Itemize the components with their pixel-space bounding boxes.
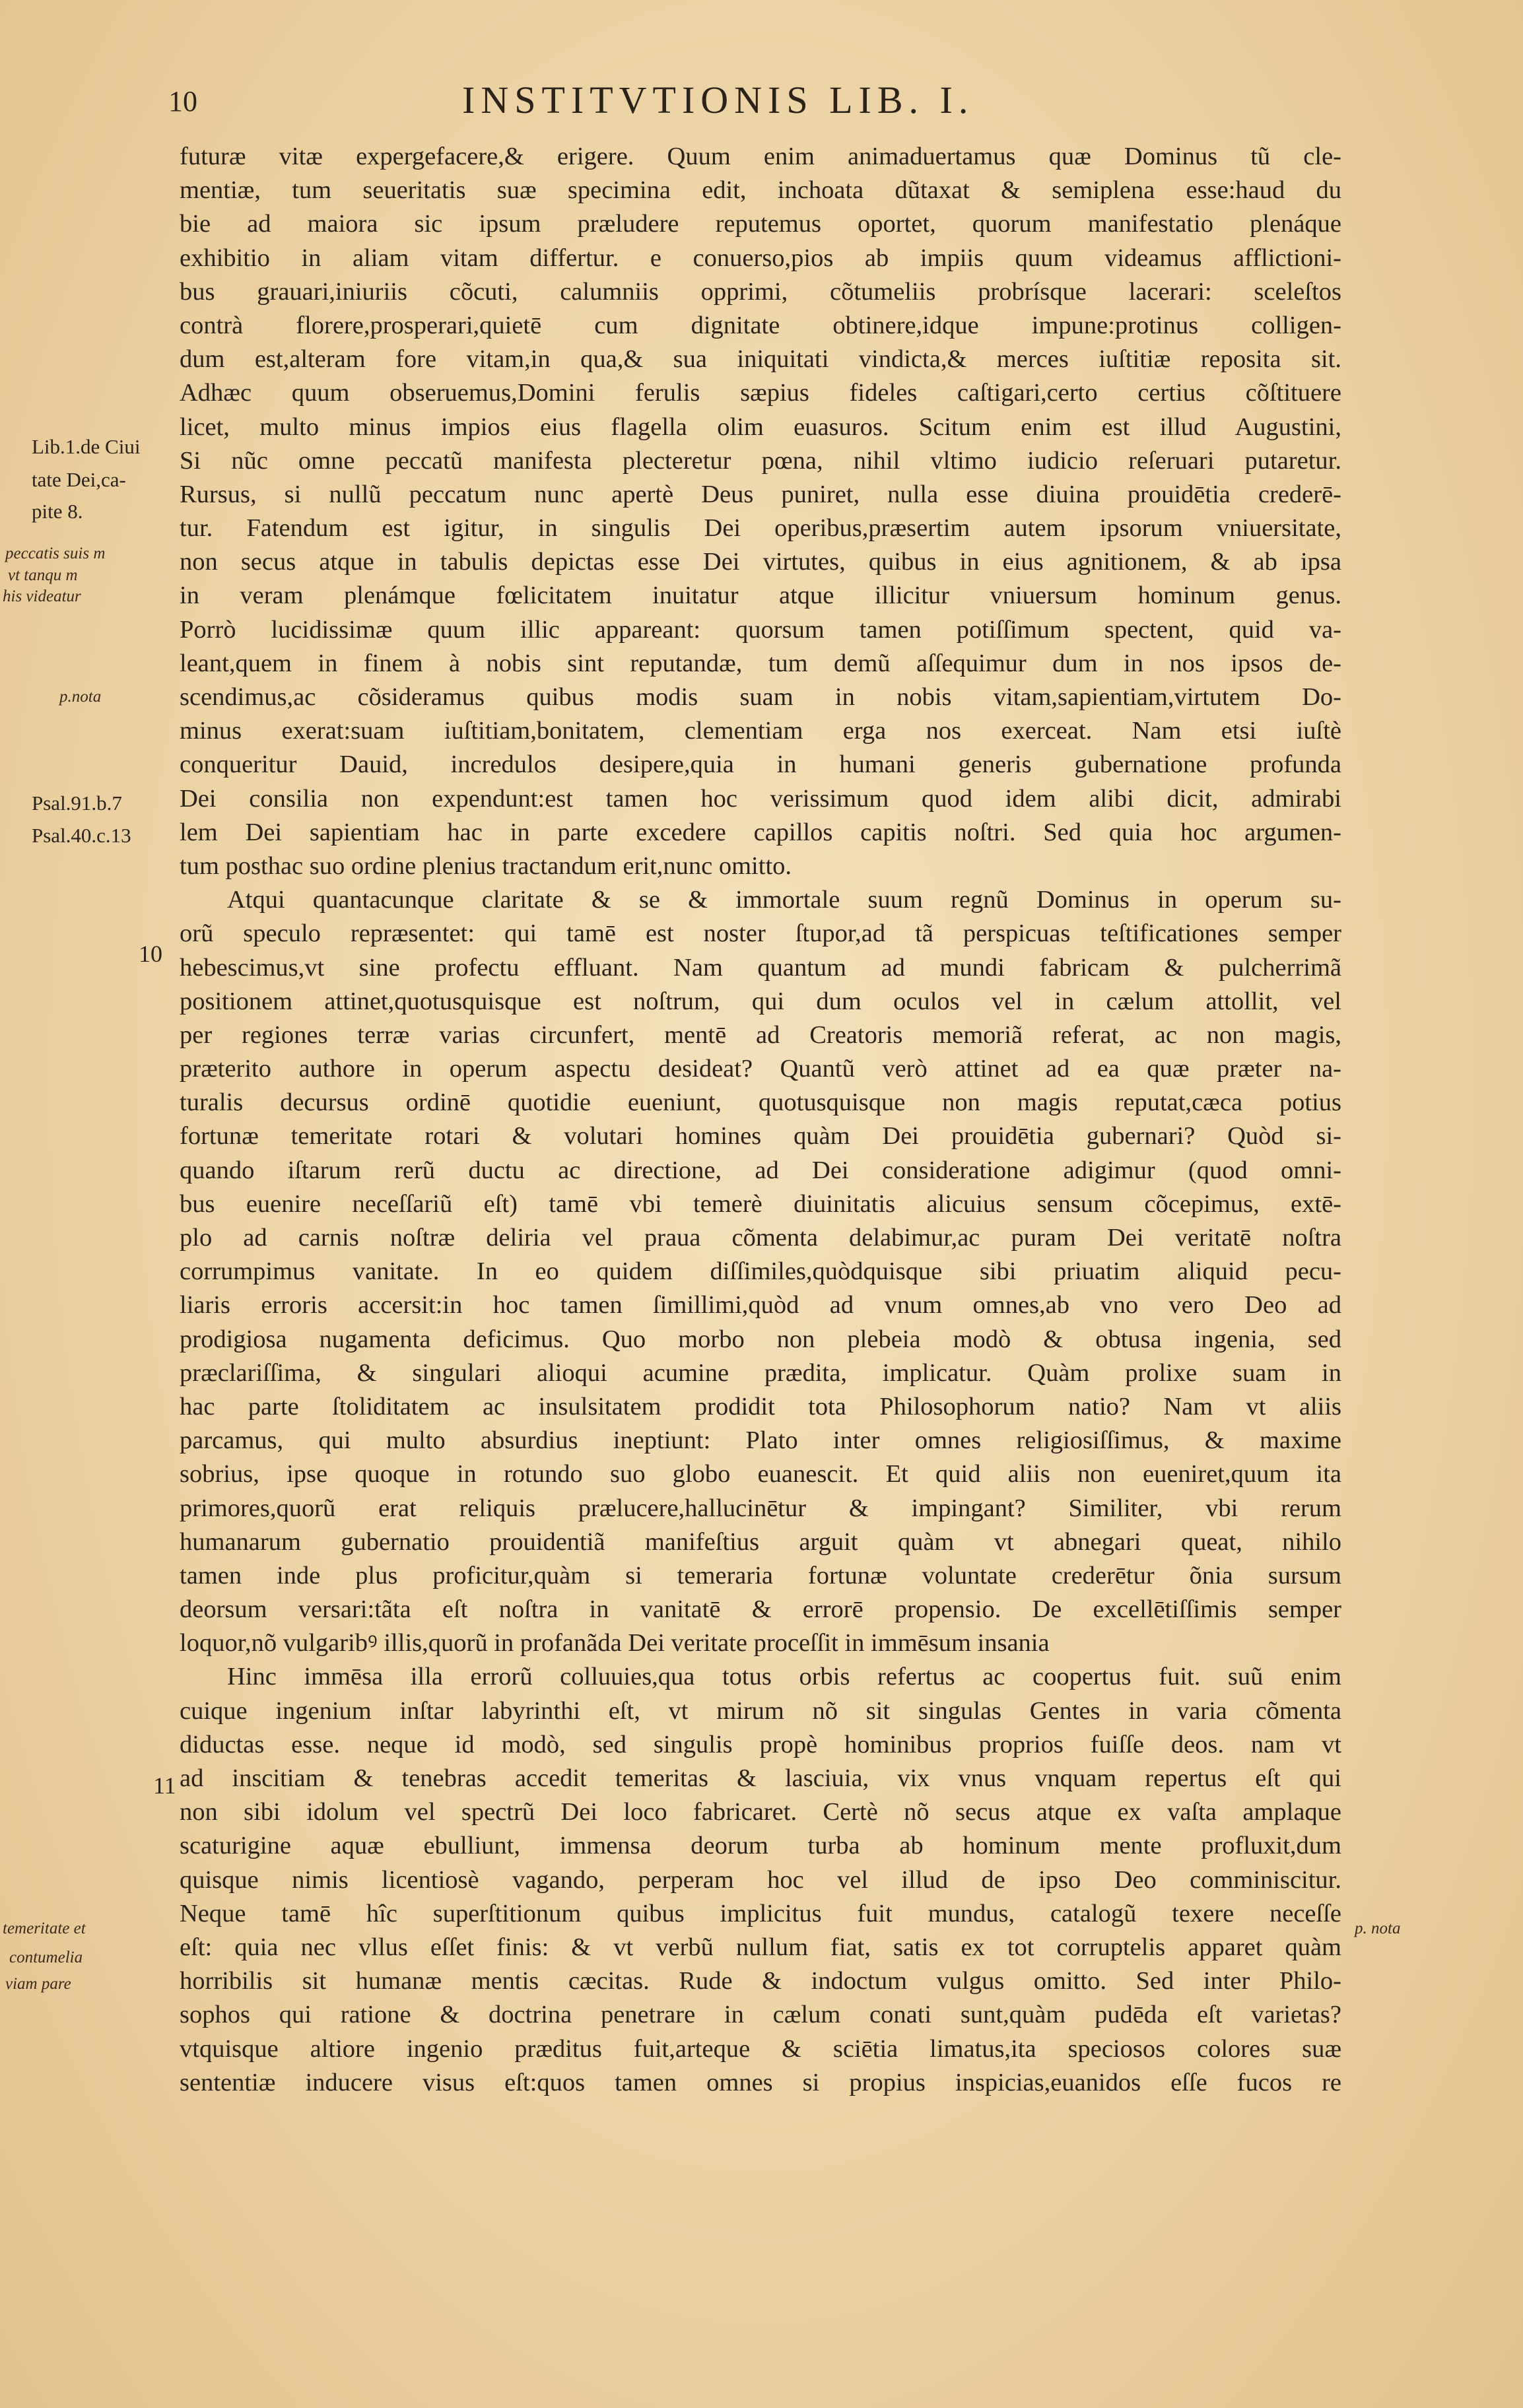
margin-citation-civitate-1: Lib.1.de Ciui [32,435,141,458]
text-line: Dei consilia non expendunt:est tamen hoc verissimum quod idem alibi dicit, admirabi [180,784,1341,813]
text-line: hac parte ſtoliditatem ac insulsitatem prodidit tota Philosophorum natio? Nam vt aliis [180,1392,1341,1421]
text-line: cuique ingenium inſtar labyrinthi eſt, vt mirum nõ sit singulas Gentes in varia cõmenta [180,1696,1341,1725]
handwritten-note: p.nota [59,688,102,706]
section-number: 11 [153,1772,176,1799]
text-line: dum est,alteram fore vitam,in qua,& sua iniquitati vindicta,& merces iuſtitiæ reposita sit. [180,345,1341,374]
text-line: bie ad maiora sic ipsum præludere reputemus oportet, quorum manifestatio plenáque [180,210,1341,238]
text-line: leant,quem in finem à nobis sint reputandæ, tum demũ aſſequimur dum in nos ipsos de- [180,649,1341,677]
main-text-block [180,140,1341,2100]
text-line: humanarum gubernatio prouidentiã manifeſtius arguit quàm vt abnegari queat, nihilo [180,1527,1341,1556]
text-line: parcamus, qui multo absurdius ineptiunt: Plato inter omnes religiosiſſimus, & maxime [180,1426,1341,1455]
handwritten-note: temeritate et [3,1920,86,1937]
text-line: tamen inde plus proficitur,quàm si temeraria fortunæ voluntate crederētur õnia sursum [180,1561,1341,1589]
text-line: Rursus, si nullũ peccatum nunc apertè Deus puniret, nulla esse diuina prouidētia crederē- [180,480,1341,508]
text-line: Hinc immēsa illa errorũ colluuies,qua totus orbis refertus ac coopertus fuit. suũ enim [227,1663,1341,1691]
text-line: lem Dei sapientiam hac in parte excedere capillos capitis noſtri. Sed quia hoc argumen- [180,818,1341,846]
text-line: ad inscitiam & tenebras accedit temeritas & lasciuia, vix vnus vnquam repertus eſt qui [180,1764,1341,1792]
handwritten-note: his videatur [3,587,81,605]
handwritten-note: peccatis suis m [5,545,106,562]
text-line: contrà florere,prosperari,quietē cum dignitate obtinere,idque impune:protinus colligen- [180,311,1341,339]
text-line: in veram plenámque fœlicitatem inuitatur atque illicitur vniuersum hominum genus. [180,582,1341,610]
text-line: liaris erroris accersit:in hoc tamen ſimillimi,quòd ad vnum omnes,ab vno vero Deo ad [180,1291,1341,1320]
text-line: tur. Fatendum est igitur, in singulis Dei operibus,præsertim autem ipsorum vniuersitate, [180,514,1341,543]
text-line: minus exerat:suam iuſtitiam,bonitatem, clementiam erga nos exerceat. Nam etsi iuſtè [180,717,1341,745]
handwritten-note: p. nota [1355,1920,1401,1937]
text-line: non sibi idolum vel spectrũ Dei loco fabricaret. Certè nõ secus atque ex vaſta amplaque [180,1798,1341,1826]
section-number: 10 [139,941,162,967]
text-line: Atqui quantacunque claritate & se & immortale suum regnũ Dominus in operum su- [227,886,1341,914]
text-line: Neque tamē hîc superſtitionum quibus implicitus fuit mundus, catalogũ texere neceſſe [180,1899,1341,1927]
text-line: horribilis sit humanæ mentis cæcitas. Rude & indoctum vulgus omitto. Sed inter Philo- [180,1967,1341,1995]
handwritten-note: vt tanqu m [8,566,78,584]
text-line: primores,quorũ erat reliquis prælucere,hallucinētur & impingant? Similiter, vbi rerum [180,1494,1341,1522]
text-line: sophos qui ratione & doctrina penetrare in cælum conati sunt,quàm pudēda eſt varietas? [180,2001,1341,2029]
text-line: positionem attinet,quotusquisque est noſtrum, qui dum oculos vel in cælum attollit, vel [180,987,1341,1015]
text-line: sententiæ inducere visus eſt:quos tamen omnes si propius inspicias,euanidos eſſe fucos re [180,2068,1341,2096]
text-line: licet, multo minus impios eius flagella olim euasuros. Scitum enim est illud Augustini, [180,413,1341,441]
margin-citation-psalm-91: Psal.91.b.7 [32,791,122,815]
text-line: conqueritur Dauid, incredulos desipere,quia in humani generis gubernatione profunda [180,751,1341,779]
handwritten-note: contumelia [9,1949,83,1966]
text-line: præterito authore in operum aspectu desideat? Quantũ verò attinet ad ea quæ præter na- [180,1055,1341,1083]
text-line: orũ speculo repræsentet: qui tamē est noster ſtupor,ad tã perspicuas teſtificationes semper [180,920,1341,948]
text-line: per regiones terræ varias circunfert, mentē ad Creatoris memoriã referat, ac non magis, [180,1020,1341,1049]
handwritten-note: viam pare [5,1975,71,1993]
text-line: præclariſſima, & singulari alioqui acumine prædita, implicatur. Quàm prolixe suam in [180,1358,1341,1387]
text-line: sobrius, ipse quoque in rotundo suo globo euanescit. Et quid aliis non eueniret,quum ita [180,1460,1341,1488]
text-line: exhibitio in aliam vitam differtur. e conuerso,pios ab impiis quum videamus afflictioni- [180,244,1341,272]
text-line: non secus atque in tabulis depictas esse Dei virtutes, quibus in eius agnitionem, & ab ipsa [180,548,1341,576]
text-line: hebescimus,vt sine profectu effluant. Nam quantum ad mundi fabricam & pulcherrimã [180,953,1341,982]
text-line: Adhæc quum obseruemus,Domini ferulis sæpius fideles caſtigari,certo certius cõſtituere [180,379,1341,407]
text-line: deorsum versari:tãta eſt noſtra in vanitatē & errorē propensio. De excellētiſſimis semper [180,1595,1341,1624]
running-head: INSTITVTIONIS LIB. I. [462,79,974,121]
text-line: Porrò lucidissimæ quum illic appareant: quorsum tamen potiſſimum spectent, quid va- [180,615,1341,644]
text-line: quisque nimis licentiosè vagando, perperam hoc vel illud de ipso Deo comminiscitur. [180,1865,1341,1894]
text-line: bus grauari,iniuriis cõcuti, calumniis opprimi, cõtumeliis probrísque lacerari: sceleſtos [180,277,1341,306]
text-line: quando iſtarum rerũ ductu ac directione, ad Dei consideratione adigimur (quod omni- [180,1156,1341,1184]
text-line: eſt: quia nec vllus eſſet finis: & vt verbũ nullum fiat, satis ex tot corruptelis apparet quàm [180,1933,1341,1961]
text-line: corrumpimus vanitate. In eo quidem diſſimiles,quòdquisque sibi priuatim aliquid pecu- [180,1257,1341,1286]
text-line: diductas esse. neque id modò, sed singulis propè hominibus proprios fuiſſe deos. nam vt [180,1730,1341,1758]
text-line: bus euenire neceſſariũ eſt) tamē vbi temerè diuinitatis alicuius sensum cõcepimus, extē- [180,1189,1341,1218]
text-line: vtquisque altiore ingenio præditus fuit,arteque & sciētia limatus,ita speciosos colores suæ [180,2034,1341,2063]
text-line: prodigiosa nugamenta deficimus. Quo morbo non plebeia modò & obtusa ingenia, sed [180,1325,1341,1353]
page-number: 10 [168,85,197,117]
margin-citation-psalm-40: Psal.40.c.13 [32,824,131,847]
text-line: plo ad carnis noſtræ deliria vel praua cõmenta delabimur,ac puram Dei veritatē noſtra [180,1224,1341,1252]
margin-citation-civitate-2: tate Dei,ca- [32,468,126,491]
text-line: scaturigine aquæ ebulliunt, immensa deorum turba ab hominum mente profluxit,dum [180,1832,1341,1860]
text-line: fortunæ temeritate rotari & volutari homines quàm Dei prouidētia gubernari? Quòd si- [180,1122,1341,1151]
text-line: tum posthac suo ordine plenius tractandum erit,nunc omitto. [180,852,792,880]
text-line: mentiæ, tum seueritatis suæ specimina edit, inchoata dũtaxat & semiplena esse:haud du [180,176,1341,205]
text-line: Si nũc omne peccatũ manifesta plecteretur pœna, nihil vltimo iudicio reſeruari putaretur. [180,446,1341,475]
margin-citation-civitate-3: pite 8. [32,500,83,523]
text-line: turalis decursus ordinē quotidie eueniunt, quotusquisque non magis reputat,cæca potius [180,1088,1341,1117]
text-line: loquor,nõ vulgaribꝰ illis,quorũ in profanãda Dei veritate proceſſit in immēsum insania [180,1629,1050,1657]
page-header [0,78,1523,124]
text-line: futuræ vitæ expergefacere,& erigere. Quum enim animaduertamus quæ Dominus tũ cle- [180,143,1341,170]
text-line: scendimus,ac cõsideramus quibus modis suam in nobis vitam,sapientiam,virtutem Do- [180,683,1341,711]
